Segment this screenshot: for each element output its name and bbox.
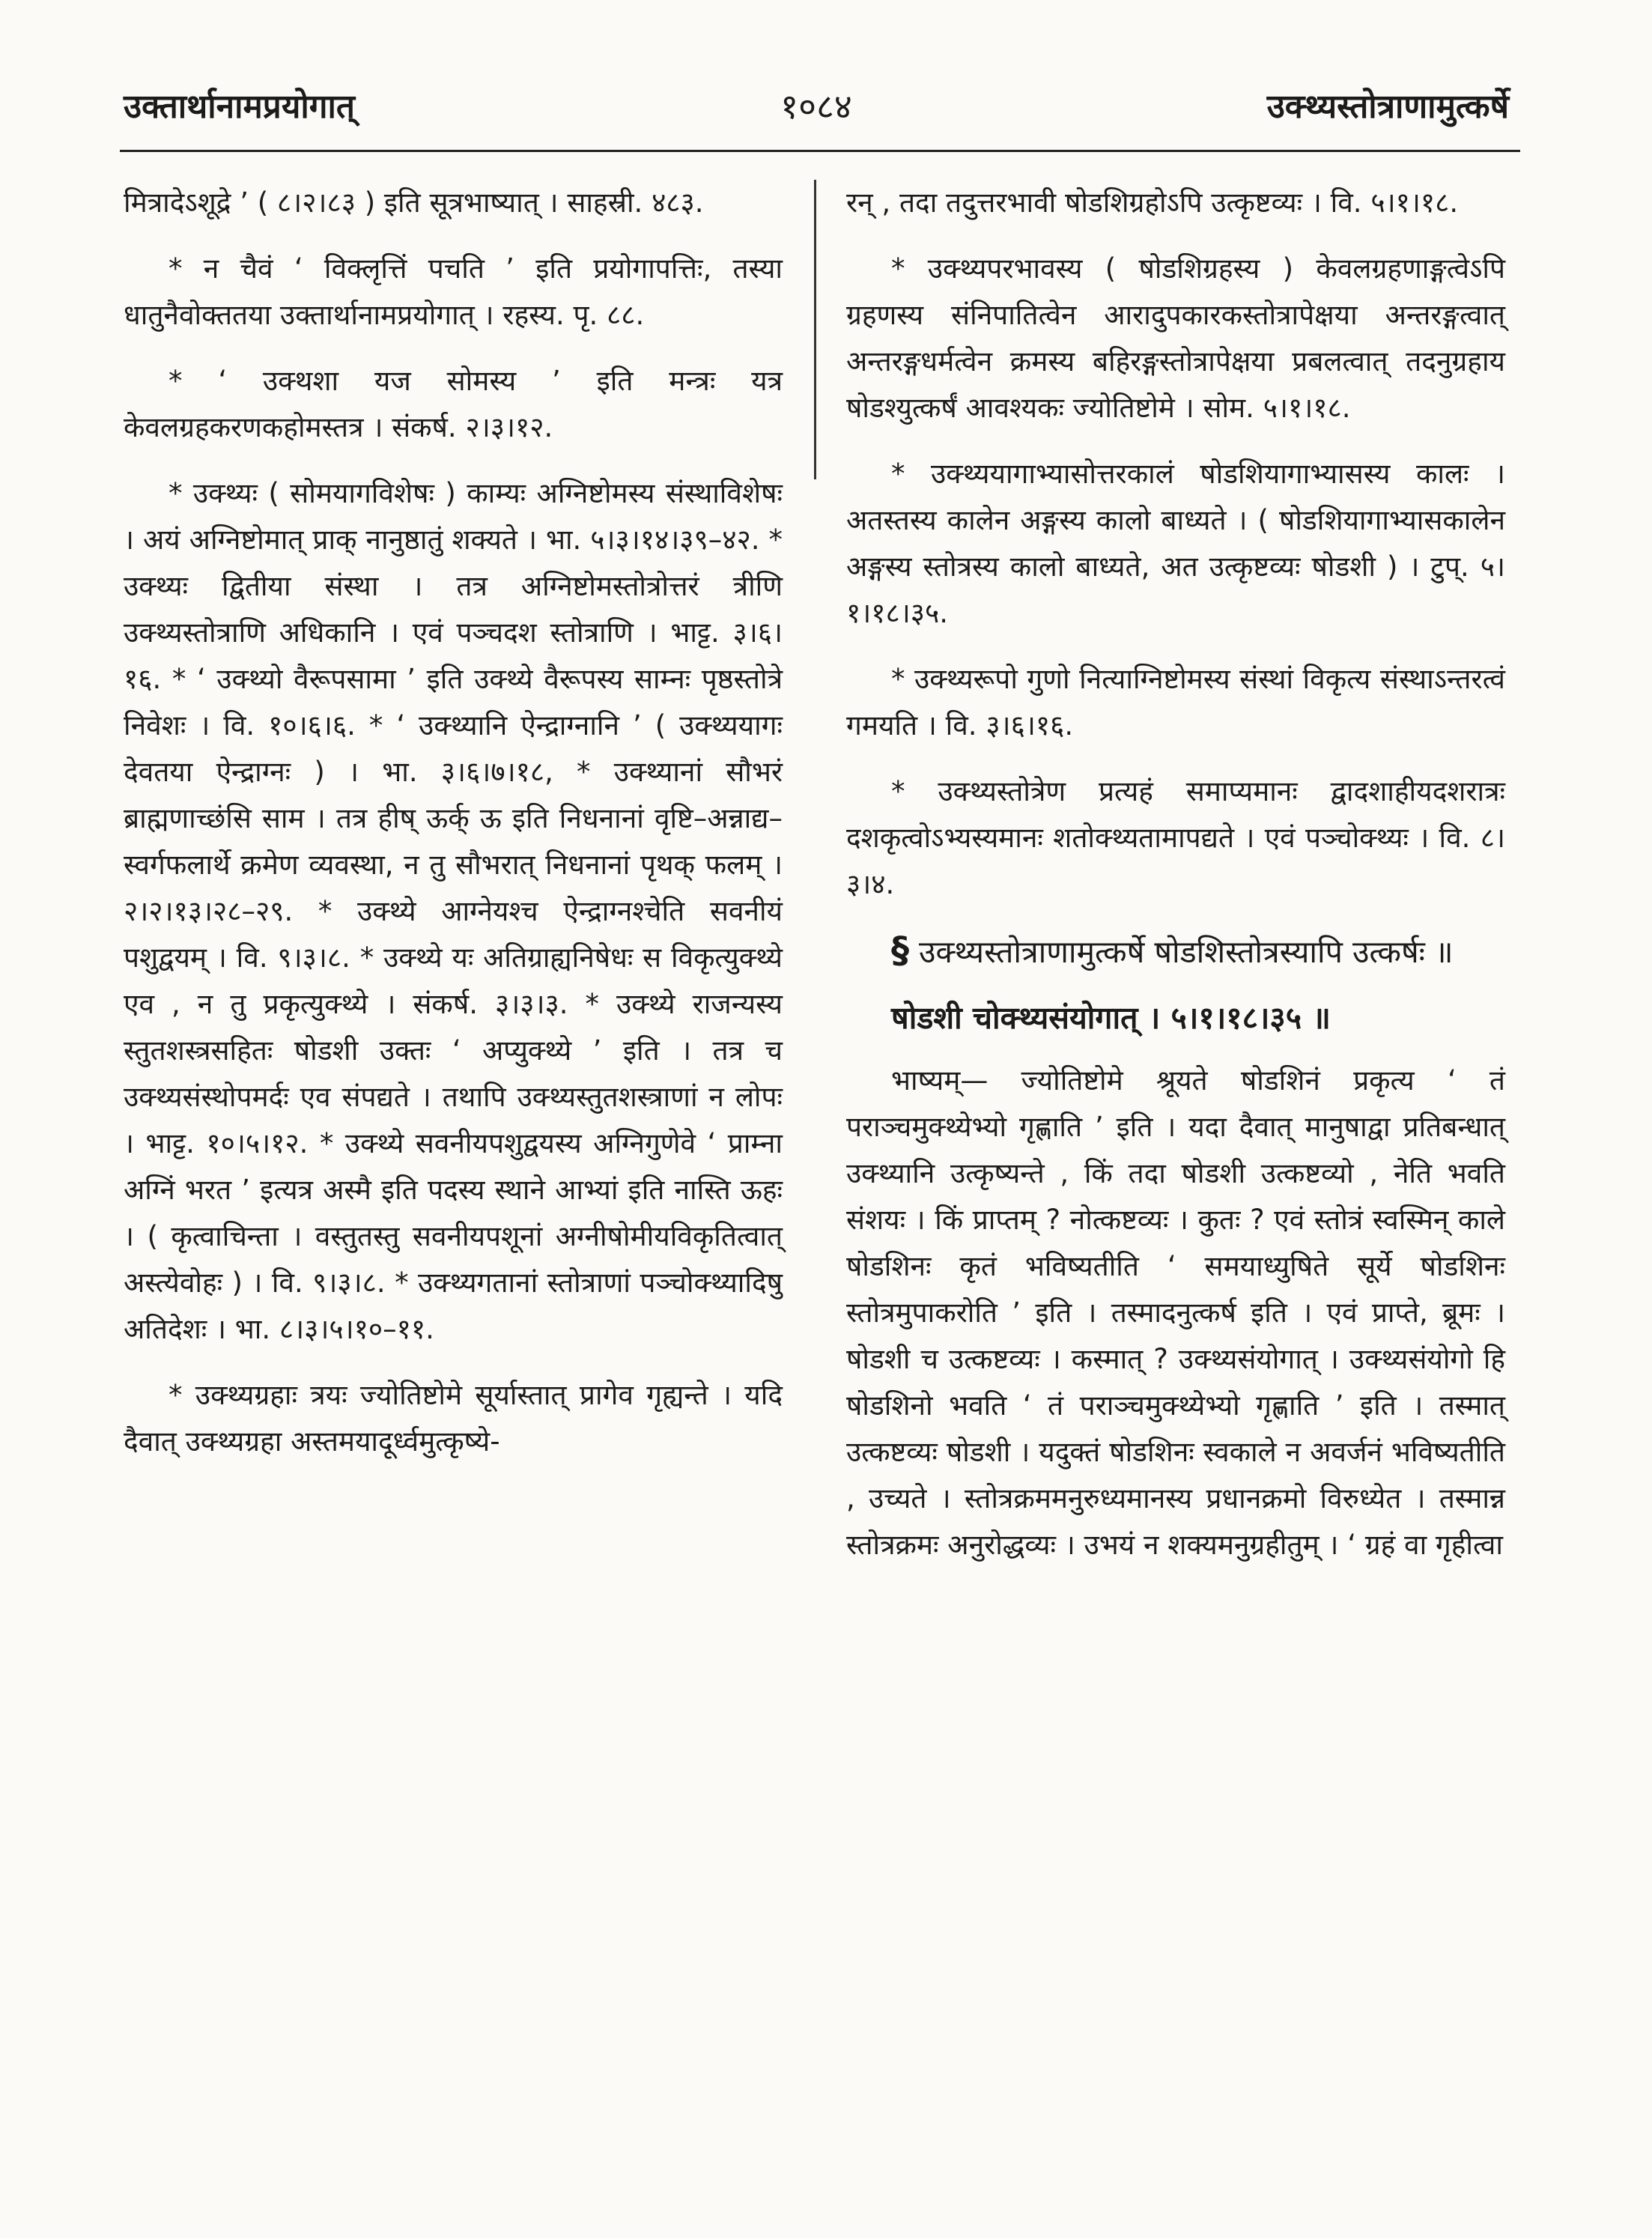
right-column — [846, 180, 1505, 1588]
left-entry-2: * न चैवं ‘ विक्लृत्तिं पचति ’ इति प्रयोगापत्तिः, तस्या धातुनैवोक्ततया उक्तार्थानामप्रयोगात् । रहस्य. पृ. ८८. — [124, 252, 783, 331]
left-entry-1: मित्रादेऽशूद्रे ’ ( ८।२।८३ ) इति सूत्रभाष्यात् । साहस्री. ४८३. — [124, 186, 704, 219]
bhashya-text: भाष्यम्— ज्योतिष्टोमे श्रूयते षोडशिनं प्रकृत्य ‘ तं पराञ्चमुक्थ्येभ्यो गृह्णाति ’ इति । यदा दैवात् मानुषाद्वा प्रतिबन्धात् उक्थ्यानि उत्कृष्यन्ते , किं तदा षोडशी उत्कष्टव्यो , नेति भवति संशयः । किं प्राप्तम् ? नोत्कष्टव्यः । कुतः ? एवं स्तोत्रं स्वस्मिन् काले षोडशिनः कृतं भविष्यतीति ‘ समयाध्युषिते सूर्ये षोडशिनः स्तोत्रमुपाकरोति ’ इति । तस्मादनुत्कर्ष इति । एवं प्राप्ते, ब्रूमः । षोडशी च उत्कष्टव्यः । कस्मात् ? उक्थ्यसंयोगात् । उक्थ्यसंयोगो हि षोडशिनो भवति ‘ तं पराञ्चमुक्थ्येभ्यो गृह्णाति ’ इति । तस्मात् उत्कष्टव्यः षोडशी । यदुक्तं षोडशिनः स्वकाले न अवर्जनं भविष्यतीति , उच्यते । स्तोत्रक्रममनुरुध्यमानस्य प्रधानक्रमो विरुध्येत । तस्मान्न स्तोत्रक्रमः अनुरोद्धव्यः । उभयं न शक्यमनुग्रहीतुम् । ‘ ग्रहं वा गृहीत्वा — [846, 1064, 1505, 1561]
adhikarana-title: उक्थ्यस्तोत्राणामुत्कर्षे षोडशिस्तोत्रस्यापि उत्कर्षः ॥ — [919, 934, 1454, 970]
left-entry-3: * ‘ उक्थशा यज सोमस्य ’ इति मन्त्रः यत्र केवलग्रहकरणकहोमस्तत्र । संकर्ष. २।३।१२. — [124, 365, 783, 443]
left-entry-5: * उक्थ्यग्रहाः त्रयः ज्योतिष्टोमे सूर्यास्तात् प्रागेव गृह्यन्ते । यदि दैवात् उक्थ्यग्रहा अस्तमयादूर्ध्वमुत्कृष्ये- — [124, 1379, 783, 1458]
header-left-running-title: उक्तार्थानामप्रयोगात् — [124, 88, 356, 126]
page-header — [124, 82, 1509, 142]
section-symbol-icon: § — [891, 930, 909, 971]
right-entry-1: रन् , तदा तदुत्तरभावी षोडशिग्रहोऽपि उत्कृष्टव्यः । वि. ५।१।१८. — [846, 186, 1459, 219]
adhikarana-heading — [846, 927, 1505, 975]
left-column — [124, 180, 783, 1485]
page-number: १०८४ — [780, 86, 852, 127]
right-entry-3: * उक्थ्ययागाभ्यासोत्तरकालं षोडशियागाभ्यासस्य कालः । अतस्तस्य कालेन अङ्गस्य कालो बाध्यते । ( षोडशियागाभ्यासकालेन अङ्गस्य स्तोत्रस्य कालो बाध्यते, अत उत्कृष्टव्यः षोडशी ) । टुप्. ५।१।१८।३५. — [846, 458, 1505, 629]
column-divider — [814, 180, 816, 479]
right-entry-4: * उक्थ्यरूपो गुणो नित्याग्निष्टोमस्य संस्थां विकृत्य संस्थाऽन्तरत्वं गमयति । वि. ३।६।१६. — [846, 663, 1505, 742]
sutra-text: षोडशी चोक्थ्यसंयोगात् । ५।१।१८।३५ ॥ — [891, 1000, 1331, 1036]
right-entry-2: * उक्थ्यपरभावस्य ( षोडशिग्रहस्य ) केवलग्रहणाङ्गत्वेऽपि ग्रहणस्य संनिपातित्वेन आरादुपकारकस्तोत्रापेक्षया अन्तरङ्गत्वात् अन्तरङ्गधर्मत्वेन क्रमस्य बहिरङ्गस्तोत्रापेक्षया प्रबलत्वात् तदनुग्रहाय षोडश्युत्कर्षं आवश्यकः ज्योतिष्टोमे । सोम. ५।१।१८. — [846, 252, 1505, 424]
right-entry-5: * उक्थ्यस्तोत्रेण प्रत्यहं समाप्यमानः द्वादशाहीयदशरात्रः दशकृत्वोऽभ्यस्यमानः शतोक्थ्यतामापद्यते । एवं पञ्चोक्थ्यः । वि. ८।३।४. — [846, 775, 1505, 900]
header-right-running-title: उक्थ्यस्तोत्राणामुत्कर्षे — [1266, 88, 1509, 126]
header-rule — [120, 150, 1520, 152]
left-entry-4: * उक्थ्यः ( सोमयागविशेषः ) काम्यः अग्निष्टोमस्य संस्थाविशेषः । अयं अग्निष्टोमात् प्राक् नानुष्ठातुं शक्यते । भा. ५।३।१४।३९–४२. * उक्थ्यः द्वितीया संस्था । तत्र अग्निष्टोमस्तोत्रोत्तरं त्रीणि उक्थ्यस्तोत्राणि अधिकानि । एवं पञ्चदश स्तोत्राणि । भाट्ट. ३।६।१६. * ‘ उक्थ्यो वैरूपसामा ’ इति उक्थ्ये वैरूपस्य साम्नः पृष्ठस्तोत्रे निवेशः । वि. १०।६।६. * ‘ उक्थ्यानि ऐन्द्राग्नानि ’ ( उक्थ्ययागः देवतया ऐन्द्राग्नः ) । भा. ३।६।७।१८, * उक्थ्यानां सौभरं ब्राह्मणाच्छंसि साम । तत्र हीष् ऊर्क् ऊ इति निधनानां वृष्टि–अन्नाद्य–स्वर्गफलार्थे क्रमेण व्यवस्था, न तु सौभरात् निधनानां पृथक् फलम् । २।२।१३।२८–२९. * उक्थ्ये आग्नेयश्च ऐन्द्राग्नश्चेति सवनीयं पशुद्वयम् । वि. ९।३।८. * उक्थ्ये यः अतिग्राह्यनिषेधः स विकृत्युक्थ्ये एव , न तु प्रकृत्युक्थ्ये । संकर्ष. ३।३।३. * उक्थ्ये राजन्यस्य स्तुतशस्त्रसहितः षोडशी उक्तः ‘ अप्युक्थ्ये ’ इति । तत्र च उक्थ्यसंस्थोपमर्दः एव संपद्यते । तथापि उक्थ्यस्तुतशस्त्राणां न लोपः । भाट्ट. १०।५।१२. * उक्थ्ये सवनीयपशुद्वयस्य अग्निगुणेवे ‘ प्राम्ना अग्निं भरत ’ इत्यत्र अस्मै इति पदस्य स्थाने आभ्यां इति नास्ति ऊहः । ( कृत्वाचिन्ता । वस्तुतस्तु सवनीयपशूनां अग्नीषोमीयविकृतित्वात् अस्त्येवोहः ) । वि. ९।३।८. * उक्थ्यगतानां स्तोत्राणां पञ्चोक्थ्यादिषु अतिदेशः । भा. ८।३।५।१०–११. — [124, 477, 783, 1345]
